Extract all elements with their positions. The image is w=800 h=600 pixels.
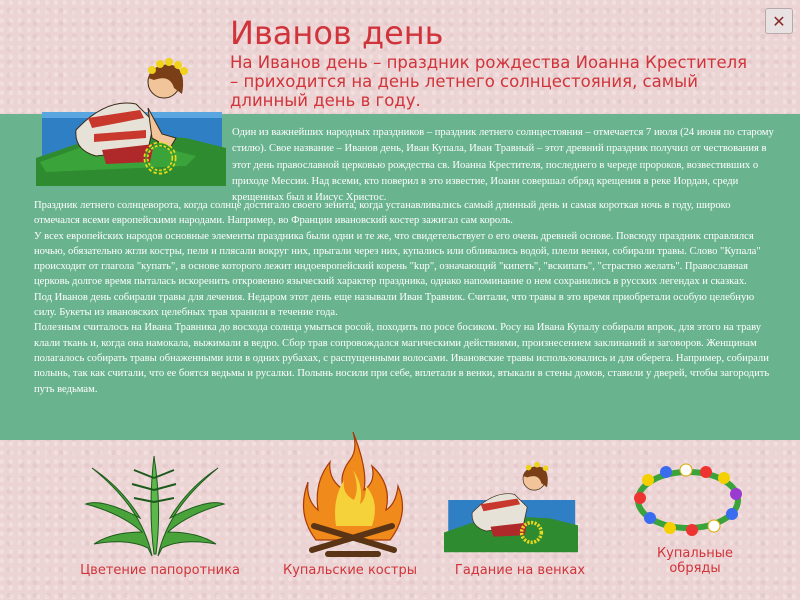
bonfire-icon[interactable] (298, 430, 408, 560)
close-button[interactable] (765, 8, 793, 34)
article-paragraph: Полезным считалось на Ивана Травника до восхода солнца умыться росой, походить по росе босиком. Росу на Ивана Купалу собирали впрок, для этого на траву клали ткань и, когда она намокала, выжимали в ведро. Сбор трав сопровождался магическими действиями, произнесением заклинаний и заговоров. Женщинам полагалось собирать травы обнаженными или в одних рубахах, с распущенными волосами. Ивановские травы использовались и для оберега. Например, собирали полынь, так как считали, что ее боятся ведьмы и русалки. Полынь носили при себе, вплетали в венки, втыкали в стены домов, ставили у дверей, чтобы загородить путь ведьмам. (34, 322, 770, 395)
wreath-fortune-icon[interactable] (444, 446, 578, 554)
fern-icon[interactable] (82, 448, 228, 558)
nav-wreath-fortune-link[interactable]: Гадание на венках (454, 563, 586, 578)
article-paragraph: Под Иванов день собирали травы для лечения. Недаром этот день еще называли Иван Травник. Считали, что травы в это время приобретали особую целебную силу. Букеты из ивановских целебных трав хранили в течение года. (34, 291, 755, 319)
article-paragraph: Праздник летнего солнцеворота, когда солнце достигало своего зенита, когда устанавливались самый длинный день и самая короткая ночь в году, широко отмечался всеми европейскими народами. Например, во Франции ивановский костер зажигал сам король. (34, 200, 731, 227)
nav-bathing-rituals-link[interactable]: Купальные обряды (656, 546, 734, 576)
girl-with-wreath-illustration (36, 38, 226, 186)
article-body (34, 198, 776, 397)
nav-fern-blossom-link[interactable]: Цветение папоротника (80, 563, 240, 578)
nav-bonfires-link[interactable]: Купальские костры (283, 563, 417, 578)
flower-wreath-icon[interactable] (626, 460, 750, 540)
page-subtitle: На Иванов день – праздник рождества Иоанна Крестителя – приходится на день летнего солнцестояния, самый длинный день в году. (230, 53, 748, 110)
article-paragraph: У всех европейских народов основные элементы праздника были одни и те же, что свидетельствует о его очень древней основе. Повсюду праздник справлялся ночью, обязательно жгли костры, пели и плясали вокруг них, прыгали через них, купались или обливались водой, плели венки, собирали травы. Слово "Купала" происходит от глагола "купать", в основе которого лежит индоевропейский корень "kup", означающий "кипеть", "вскипать", "страстно желать". Православная церковь долгое время пыталась искоренить откровенно языческий характер праздника, однако напоминание о нем сохранились в русских легендах и сказках. (34, 230, 761, 288)
intro-paragraph: Один из важнейших народных праздников – праздник летнего солнцестояния – отмечается 7 июля (24 июня по старому стилю). Свое название – Иванов день, Иван Купала, Иван Травный – этот древний праздник получил от чествования в этот день православной церковью рождества св. Иоанна Крестителя, последнего в череде пророков, возвестивших о приходе Мессии. Над всеми, кто поверил в это известие, Иоанн совершал обряд крещения в реке Иордан, среди крещенных был и Иисус Христос. (232, 127, 774, 204)
page-title: Иванов день (230, 14, 444, 52)
close-icon: ✕ (772, 11, 786, 31)
